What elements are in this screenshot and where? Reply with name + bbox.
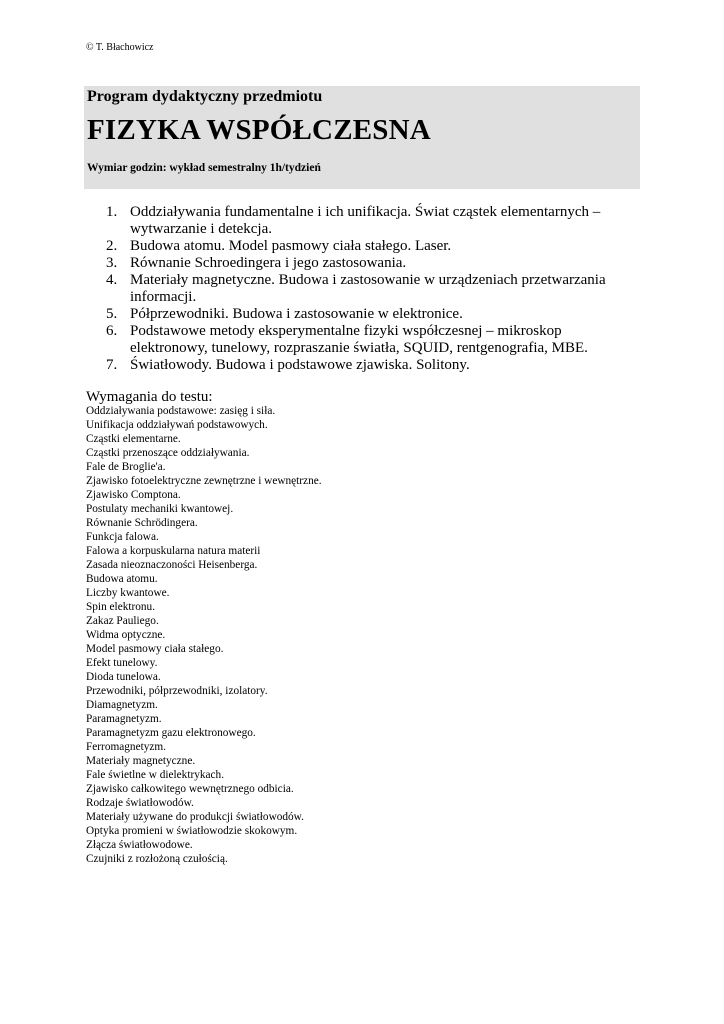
topic-text: Równanie Schroedingera i jego zastosowania. — [130, 255, 407, 271]
topic-text: Materiały magnetyczne. Budowa i zastosowanie w urządzeniach przetwarzania informacji. — [130, 272, 606, 305]
requirement-item: Rodzaje światłowodów. — [86, 797, 194, 809]
topic-item — [106, 272, 640, 306]
requirement-item: Liczby kwantowe. — [86, 587, 170, 599]
topic-text: Podstawowe metody eksperymentalne fizyki współczesnej – mikroskop elektronowy, tunelowy, rozpraszanie światła, SQUID, rentgenografia, MBE. — [130, 323, 588, 356]
topic-number: 5. — [106, 306, 118, 322]
topic-number: 1. — [106, 204, 118, 220]
topic-text: Półprzewodniki. Budowa i zastosowanie w elektronice. — [130, 306, 463, 322]
topic-number: 7. — [106, 357, 118, 373]
requirement-item: Cząstki przenoszące oddziaływania. — [86, 447, 250, 459]
topic-item — [106, 323, 640, 357]
requirement-item: Unifikacja oddziaływań podstawowych. — [86, 419, 268, 431]
requirement-item: Funkcja falowa. — [86, 531, 159, 543]
requirement-item: Paramagnetyzm. — [86, 713, 162, 725]
requirement-item: Paramagnetyzm gazu elektronowego. — [86, 727, 256, 739]
requirement-item: Czujniki z rozłożoną czułością. — [86, 853, 228, 865]
copyright-notice: © T. Błachowicz — [86, 42, 154, 53]
requirement-item: Ferromagnetyzm. — [86, 741, 166, 753]
topic-item — [106, 204, 640, 238]
course-header — [84, 86, 640, 189]
requirement-item: Zjawisko fotoelektryczne zewnętrzne i wewnętrzne. — [86, 475, 322, 487]
requirement-item: Postulaty mechaniki kwantowej. — [86, 503, 234, 515]
course-hours: Wymiar godzin: wykład semestralny 1h/tydzień — [87, 162, 321, 174]
requirement-item: Przewodniki, półprzewodniki, izolatory. — [86, 685, 268, 697]
topic-item — [106, 238, 640, 255]
topic-number: 4. — [106, 272, 118, 288]
program-subtitle: Program dydaktyczny przedmiotu — [87, 88, 323, 105]
requirement-item: Spin elektronu. — [86, 601, 156, 613]
requirement-item: Efekt tunelowy. — [86, 657, 158, 669]
course-title: FIZYKA WSPÓŁCZESNA — [87, 114, 431, 146]
topic-text: Budowa atomu. Model pasmowy ciała stałego. Laser. — [130, 238, 452, 254]
requirement-item: Materiały używane do produkcji światłowodów. — [86, 811, 304, 823]
topic-item — [106, 255, 640, 272]
requirement-item: Budowa atomu. — [86, 573, 158, 585]
topic-number: 3. — [106, 255, 118, 271]
requirement-item: Zjawisko Comptona. — [86, 489, 181, 501]
topic-item — [106, 306, 640, 323]
requirement-item: Zakaz Pauliego. — [86, 615, 159, 627]
requirement-item: Zjawisko całkowitego wewnętrznego odbicia. — [86, 783, 294, 795]
requirement-item: Materiały magnetyczne. — [86, 755, 196, 767]
requirement-item: Diamagnetyzm. — [86, 699, 158, 711]
requirements-heading: Wymagania do testu: — [86, 389, 213, 405]
requirement-item: Widma optyczne. — [86, 629, 166, 641]
requirement-item: Fale świetlne w dielektrykach. — [86, 769, 225, 781]
topic-text: Światłowody. Budowa i podstawowe zjawiska. Solitony. — [130, 357, 470, 373]
requirements-list — [86, 404, 322, 866]
requirement-item: Model pasmowy ciała stałego. — [86, 643, 224, 655]
topic-number: 2. — [106, 238, 118, 254]
requirement-item: Równanie Schrödingera. — [86, 517, 198, 529]
topic-item — [106, 357, 640, 374]
requirement-item: Optyka promieni w światłowodzie skokowym. — [86, 825, 298, 837]
requirement-item: Fale de Broglie'a. — [86, 461, 166, 473]
requirement-item: Złącza światłowodowe. — [86, 839, 193, 851]
requirement-item: Zasada nieoznaczoności Heisenberga. — [86, 559, 258, 571]
requirement-item: Falowa a korpuskularna natura materii — [86, 545, 261, 557]
requirement-item: Dioda tunelowa. — [86, 671, 161, 683]
requirement-item: Oddziaływania podstawowe: zasięg i siła. — [86, 405, 276, 417]
topic-text: Oddziaływania fundamentalne i ich unifikacja. Świat cząstek elementarnych – wytwarzanie i detekcja. — [130, 204, 601, 237]
topics-list — [106, 204, 640, 374]
requirement-item: Cząstki elementarne. — [86, 433, 181, 445]
topic-number: 6. — [106, 323, 118, 339]
